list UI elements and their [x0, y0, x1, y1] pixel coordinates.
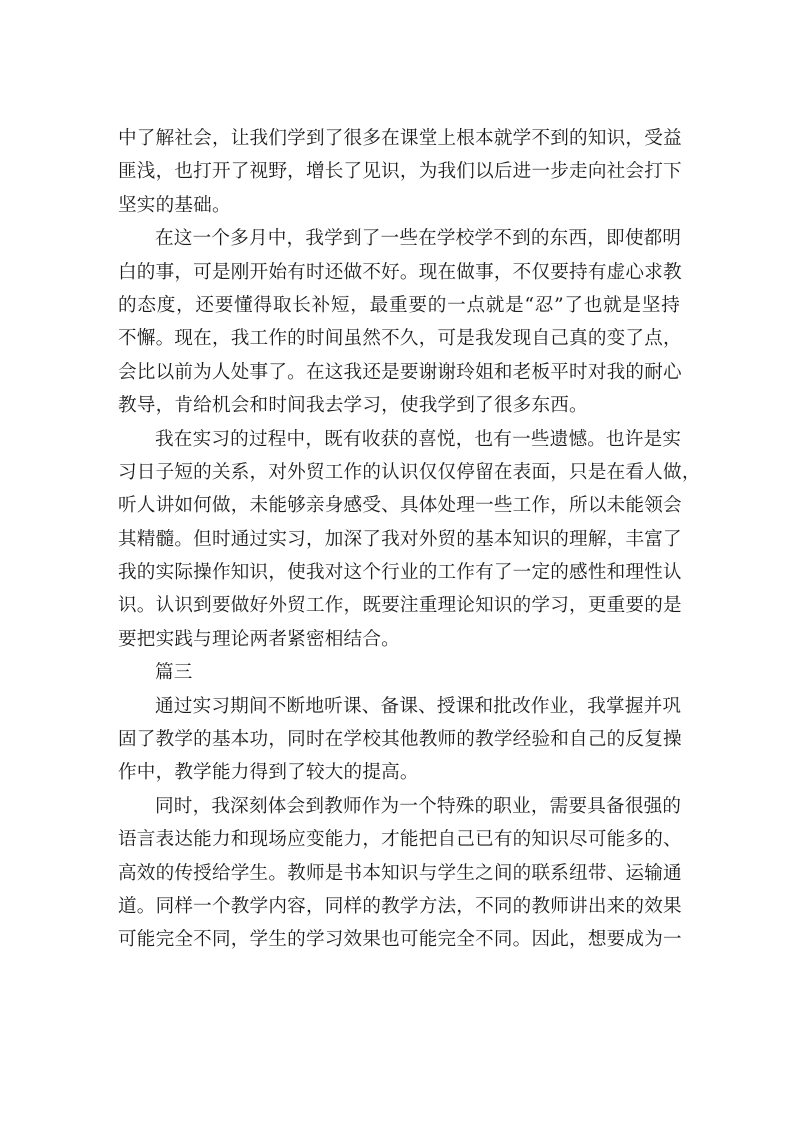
text-line: 会比以前为人处事了。在这我还是要谢谢玲姐和老板平时对我的耐心 — [118, 361, 682, 383]
text-line: 习日子短的关系，对外贸工作的认识仅仅停留在表面，只是在看人做， — [118, 461, 701, 483]
text-line: 作中，教学能力得到了较大的提高。 — [118, 762, 419, 784]
text-line: 我在实习的过程中，既有收获的喜悦，也有一些遗憾。也许是实 — [155, 428, 682, 450]
text-line: 识。认识到要做好外贸工作，既要注重理论知识的学习，更重要的是 — [118, 595, 682, 617]
text-line: 中了解社会，让我们学到了很多在课堂上根本就学不到的知识，受益 — [118, 128, 682, 149]
text-line: 同时，我深刻体会到教师作为一个特殊的职业，需要具备很强的 — [155, 795, 682, 817]
text-line: 听人讲如何做，未能够亲身感受、具体处理一些工作，所以未能领会 — [118, 495, 682, 517]
text-line: 其精髓。但时通过实习，加深了我对外贸的基本知识的理解，丰富了 — [118, 528, 682, 550]
text-line: 白的事，可是刚开始有时还做不好。现在做事，不仅要持有虚心求教 — [118, 261, 682, 283]
text-line: 的态度，还要懂得取长补短，最重要的一点就是“忍”了也就是坚持 — [118, 294, 680, 316]
text-line: 要把实践与理论两者紧密相结合。 — [118, 628, 400, 650]
text-line: 高效的传授给学生。教师是书本知识与学生之间的联系纽带、运输通 — [118, 862, 682, 884]
text-line: 我的实际操作知识，使我对这个行业的工作有了一定的感性和理性认 — [118, 562, 682, 584]
text-line: 通过实习期间不断地听课、备课、授课和批改作业，我掌握并巩 — [155, 695, 682, 717]
body-text — [118, 122, 701, 957]
text-line: 固了教学的基本功，同时在学校其他教师的教学经验和自己的反复操 — [118, 729, 682, 751]
text-line: 语言表达能力和现场应变能力，才能把自己已有的知识尽可能多的、 — [118, 829, 682, 851]
text-line: 教导，肯给机会和时间我去学习，使我学到了很多东西。 — [118, 395, 588, 417]
text-line: 道。同样一个教学内容，同样的教学方法，不同的教师讲出来的效果 — [118, 895, 682, 917]
text-line: 不懈。现在，我工作的时间虽然不久，可是我发现自己真的变了点， — [118, 328, 682, 350]
text-line: 匪浅，也打开了视野，增长了见识，为我们以后进一步走向社会打下 — [118, 161, 682, 183]
text-line: 篇三 — [155, 662, 193, 684]
text-line: 可能完全不同，学生的学习效果也可能完全不同。因此，想要成为一 — [118, 929, 682, 951]
text-line: 在这一个多月中，我学到了一些在学校学不到的东西，即使都明 — [155, 228, 682, 250]
text-line: 坚实的基础。 — [118, 194, 231, 216]
